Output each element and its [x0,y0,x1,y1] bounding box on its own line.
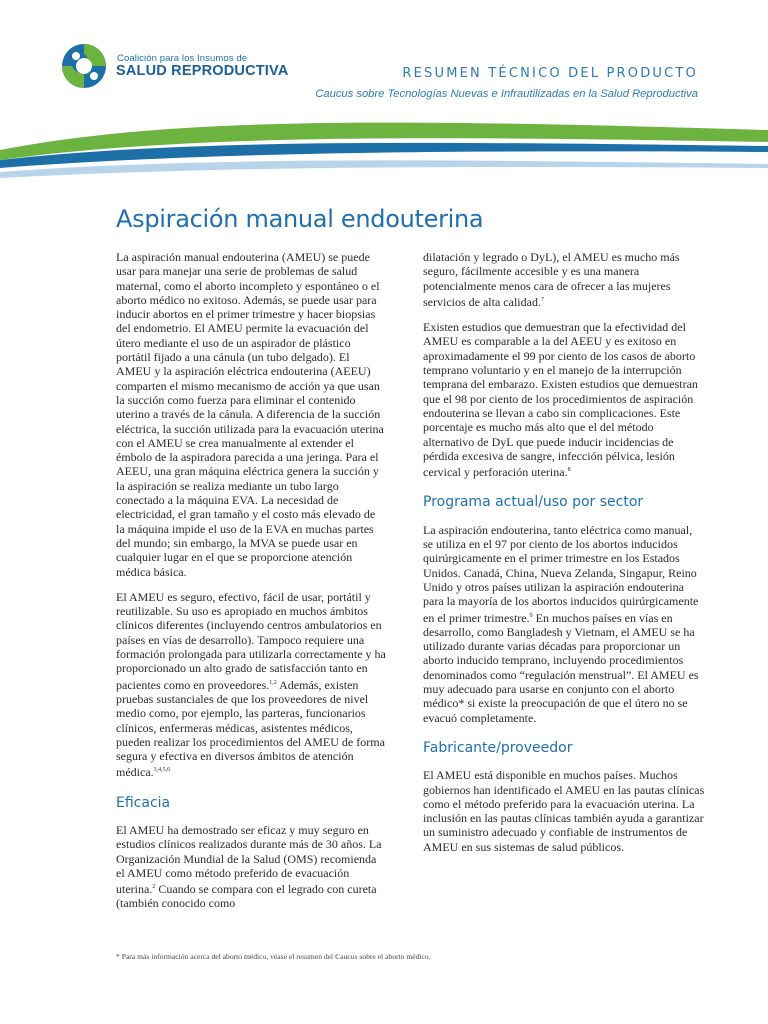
paragraph: Existen estudios que demuestran que la efectividad del AMEU es comparable a la del AEEU y es exitoso en aproximadamente el 99 por ciento de los casos de aborto temprano voluntario y en el manejo de la interrupción temprana del embarazo. Existen estudios que demuestran que el 98 por ciento de los procedimientos de aspiración endouterina se llevan a cabo sin complicaciones. Este porcentaje es mucho más alto que el del método alternativo de DyL que puede inducir incidencias de pérdida excesiva de sangre, infección pélvica, lesión cervical y perforación uterina.$^8$ [423,320,698,480]
page-title: Aspiración manual endouterina [116,205,484,233]
citation: 8 [567,467,571,474]
citation: 2 [152,884,156,891]
citation: 9 [529,612,533,619]
paragraph: El AMEU está disponible en muchos países. Muchos gobiernos han identificado el AMEU en las pautas clínicas como el método preferido para la evacuación uterina. La inclusión en las pautas clínicas también ayuda a garantizar un suministro adecuado y confiable de instrumentos de AMEU en sus sistemas de salud públicos. [423,768,705,854]
footnote: * Para más información acerca del aborto médico, véase el resumen del Caucus sobre el aborto médico. [116,952,431,961]
paragraph: dilatación y legrado o DyL), el AMEU es mucho más seguro, fácilmente accesible y es una manera potencialmente menos cara de ofrecer a las mujeres servicios de alta calidad.$^7$ [423,250,680,309]
section-heading-eficacia: Eficacia [116,794,171,811]
header-swoosh-decoration [0,120,768,190]
section-heading-programa: Programa actual/uso por sector [423,494,644,511]
paragraph: El AMEU es seguro, efectivo, fácil de usar, portátil y reutilizable. Su uso es apropiado en muchos ámbitos clínicos diferentes (incluyendo centros ambulatorios en países en vías de desarrollo). Tampoco requiere una formación prolongada para utilizarla correctamente y ha proporcionado un alto grado de satisfacción tanto en pacientes como en proveedores.$^{1,2}$ Además, existen pruebas sustanciales de que los proveedores de nivel medio como, por ejemplo, las parteras, funcionarios clínicos, enfermeras médicas, asistentes médicos, pueden realizar los procedimientos del AMEU de forma segura y efectiva en diversos ámbitos de atención médica.$^{3,4,5,6}$ [116,589,386,780]
paragraph: El AMEU ha demostrado ser eficaz y muy seguro en estudios clínicos realizados durante más de 30 años. La Organización Mundial de la Salud (OMS) recomienda el AMEU como método preferido de evacuación uterina.$^2$ Cuando se compara con el legrado con cureta (también conocido como [116,822,382,911]
paragraph: La aspiración manual endouterina (AMEU) se puede usar para manejar una serie de problemas de salud maternal, como el aborto incompleto y espontáneo o el aborto médico no exitoso. Además, se puede usar para inducir abortos en el primer trimestre y hacer biopsias del endometrio. El AMEU permite la evacuación del útero mediante el uso de un aspirador de plástico portátil fijado a una cánula (un tubo delgado). El AMEU y la aspiración eléctrica endouterina (AEEU) comparten el mismo mecanismo de acción ya que usan la succión como fuerza para eliminar el contenido uterino a través de la cánula. A diferencia de la succión eléctrica, la succión utilizada para la evacuación uterina con el AMEU se crea manualmente al extender el émbolo de la aspiradora parecida a una jeringa. Para el AEEU, una gran máquina eléctrica genera la succión y la aspiración se realiza mediante un tubo largo conectado a la máquina EVA. La necesidad de electricidad, el gran tamaño y el costo más elevado de la máquina impide el uso de la EVA en muchas partes del mundo; sin embargo, la MVA se puede usar en cualquier lugar en el que se proporcione atención médica básica. [116,250,384,579]
citation: 1,2 [269,679,277,686]
header-title: RESUMEN TÉCNICO DEL PRODUCTO [402,66,698,81]
citation: 7 [540,296,544,303]
brand-line-1: Coalición para los Insumos de [117,53,248,64]
brand-line-2: SALUD REPRODUCTIVA [116,63,289,79]
citation: 3,4,5,6 [153,767,171,774]
header-subtitle: Caucus sobre Tecnologías Nuevas e Infrautilizadas en la Salud Reproductiva [315,88,698,100]
right-column [423,250,705,865]
coalition-logo [60,42,108,90]
left-column [116,250,386,922]
paragraph: La aspiración endouterina, tanto eléctrica como manual, se utiliza en el 97 por ciento de los abortos inducidos quirúrgicamente en el primer trimestre en los Estados Unidos. Canadá, China, Nueva Zelanda, Singapur, Reino Unido y otros países utilizan la aspiración endouterina para la mayoría de los abortos inducidos quirúrgicamente en el primer trimestre.$^9$ En muchos países en vías en desarrollo, como Bangladesh y Vietnam, el AMEU se ha utilizado durante varias décadas para proporcionar un aborto inducido temprano, incluyendo procedimientos denominados como “regulación menstrual”. El AMEU es muy adecuado para usarse en conjunto con el aborto médico* si existe la preocupación de que el útero no se evacuó completamente. [423,522,699,725]
section-heading-fabricante: Fabricante/proveedor [423,739,573,756]
